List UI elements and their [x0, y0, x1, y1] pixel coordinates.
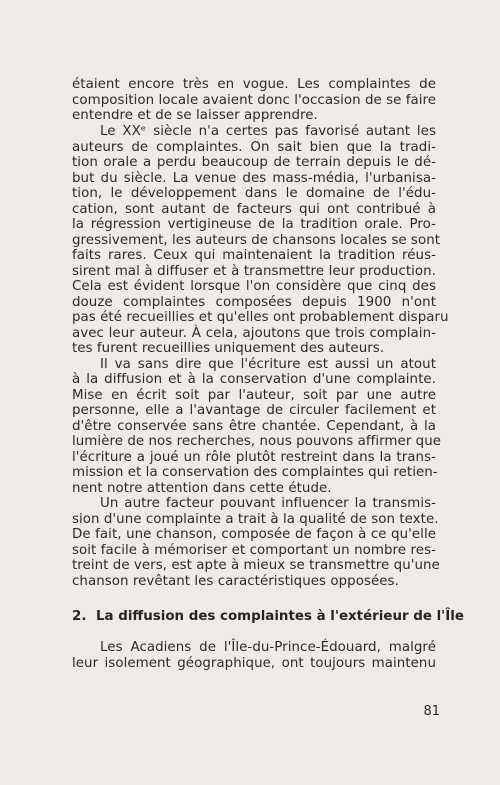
- section-heading: [72, 609, 464, 625]
- section-number: 2.: [72, 609, 87, 624]
- text-line: pas été recueillies et qu'elles ont probablement disparu: [72, 310, 449, 325]
- text-line: gressivement, les auteurs de chansons locales se sont: [72, 233, 441, 248]
- text-line: d'être conservée sans être chantée. Cependant, à la: [72, 419, 436, 434]
- text-line: sion d'une complainte a trait à la qualité de son texte.: [72, 512, 439, 527]
- text-line: De fait, une chanson, composée de façon à ce qu'elle: [72, 527, 436, 542]
- text-line: soit facile à mémoriser et comportant un nombre res-: [72, 543, 436, 558]
- text-line: Les Acadiens de l'Île-du-Prince-Édouard, malgré: [100, 640, 436, 655]
- text-line: nent notre attention dans cette étude.: [72, 481, 332, 496]
- text-line: but du siècle. La venue des mass-média, l'urbanisa-: [72, 171, 436, 186]
- text-line: Le XXᵉ siècle n'a certes pas favorisé autant les: [100, 124, 436, 139]
- text-line: tes furent recueillies uniquement des auteurs.: [72, 341, 385, 356]
- text-line: Mise en écrit soit par l'auteur, soit par une autre: [72, 388, 436, 403]
- text-line: leur isolement géographique, ont toujours maintenu: [72, 656, 436, 671]
- text-line: douze complaintes composées depuis 1900 n'ont: [72, 295, 436, 310]
- text-line: Il va sans dire que l'écriture est aussi un atout: [100, 357, 436, 372]
- text-line: lumière de nos recherches, nous pouvons affirmer que: [72, 434, 442, 449]
- text-line: faits rares. Ceux qui maintenaient la tradition réus-: [72, 248, 436, 263]
- page-number: 81: [423, 704, 440, 719]
- text-line: cation, sont autant de facteurs qui ont contribué à: [72, 202, 436, 217]
- text-line: composition locale avaient donc l'occasion de se faire: [72, 93, 437, 108]
- text-line: la régression vertigineuse de la tradition orale. Pro-: [72, 217, 436, 232]
- text-line: Cela est évident lorsque l'on considère que cinq des: [72, 279, 436, 294]
- text-line: mission et la conservation des complaintes qui retien-: [72, 465, 438, 480]
- section-title: La diffusion des complaintes à l'extérieur de l'Île: [96, 609, 464, 624]
- text-line: tion orale a perdu beaucoup de terrain depuis le dé-: [72, 155, 436, 170]
- text-line: treint de vers, est apte à mieux se transmettre qu'une: [72, 558, 440, 573]
- text-line: à la diffusion et à la conservation d'une complainte.: [72, 372, 436, 387]
- text-line: auteurs de complaintes. On sait bien que la tradi-: [72, 140, 436, 155]
- text-line: entendre et de se laisser apprendre.: [72, 108, 318, 123]
- text-line: étaient encore très en vogue. Les complaintes de: [72, 77, 436, 92]
- text-line: chanson revêtant les caractéristiques opposées.: [72, 574, 399, 589]
- text-line: sirent mal à diffuser et à transmettre leur production.: [72, 264, 436, 279]
- text-line: tion, le développement dans le domaine de l'édu-: [72, 186, 436, 201]
- text-line: personne, elle a l'avantage de circuler facilement et: [72, 403, 436, 418]
- text-line: avec leur auteur. À cela, ajoutons que trois complain-: [72, 326, 436, 341]
- text-line: Un autre facteur pouvant influencer la transmis-: [100, 496, 436, 511]
- text-line: l'écriture a joué un rôle plutôt restreint dans la trans-: [72, 450, 436, 465]
